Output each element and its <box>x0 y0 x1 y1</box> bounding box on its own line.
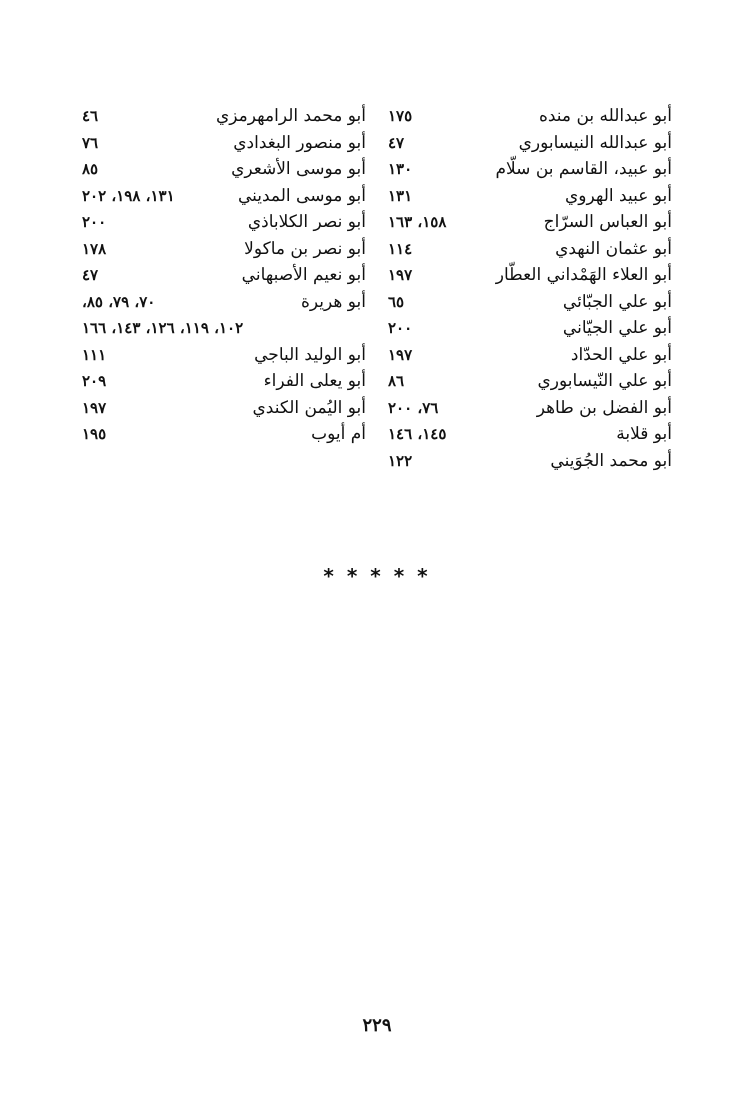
index-entry <box>388 103 672 130</box>
entry-pages: ١٤٥، ١٤٦ <box>388 425 447 443</box>
entry-name: أبو محمد الرامهرمزي <box>216 106 366 126</box>
entry-name: أبو نعيم الأصبهاني <box>241 265 366 285</box>
index-entry <box>82 156 366 183</box>
entry-name: أبو علي النّيسابوري <box>537 371 672 391</box>
index-entry <box>82 183 366 210</box>
index-entry <box>82 368 366 395</box>
entry-pages: ٢٠٠ <box>388 319 413 337</box>
index-entry <box>82 262 366 289</box>
entry-name: أبو عبيد، القاسم بن سلّام <box>495 159 672 179</box>
entry-pages: ٢٠٠ <box>82 213 107 231</box>
entry-pages: ٤٧ <box>388 133 405 152</box>
entry-pages: ١٣١ <box>388 186 413 205</box>
entry-name: أبو موسى المديني <box>237 185 366 206</box>
index-entry <box>388 421 672 448</box>
entry-name: أبو موسى الأشعري <box>231 159 366 179</box>
entry-pages: ٧٦ <box>82 133 99 152</box>
entry-name: أبو يعلى الفراء <box>263 371 366 391</box>
index-entry <box>82 289 366 316</box>
index-entry <box>388 183 672 210</box>
index-entry <box>388 368 672 395</box>
index-entry <box>82 342 366 369</box>
index-entry <box>82 421 366 448</box>
entry-name: أبو نصر بن ماكولا <box>244 238 366 259</box>
entry-name: أم أيوب <box>311 424 366 444</box>
entry-name: أبو العباس السرّاج <box>543 212 672 232</box>
entry-pages: ١٣١، ١٩٨، ٢٠٢ <box>82 186 175 205</box>
index-entry <box>82 103 366 130</box>
index-entry <box>388 262 672 289</box>
index-entry <box>388 395 672 422</box>
page-number: ٢٢٩ <box>362 1015 392 1036</box>
entry-pages: ١٧٨ <box>82 239 107 258</box>
entry-pages: ١٩٧ <box>388 345 413 364</box>
index-entry <box>388 209 672 236</box>
entry-name: أبو محمد الجُوَيني <box>550 450 672 471</box>
index-entry <box>388 289 672 316</box>
entry-name: أبو عبدالله بن منده <box>538 106 672 126</box>
index-column-left <box>82 103 366 448</box>
index-entry <box>82 395 366 422</box>
entry-pages: ١١٤ <box>388 239 413 258</box>
entry-pages: ١٧٥ <box>388 107 413 125</box>
entry-name: أبو عبيد الهروي <box>564 185 672 206</box>
index-entry <box>388 315 672 342</box>
index-column-right <box>388 103 672 474</box>
entry-pages: ٨٦ <box>388 372 405 390</box>
index-entry <box>82 130 366 157</box>
entry-pages: ٤٧ <box>82 266 99 284</box>
entry-pages: ١٢٢ <box>388 451 413 470</box>
index-entry <box>82 236 366 263</box>
entry-name: أبو قلابة <box>616 424 672 444</box>
section-divider: * * * * * <box>323 564 431 588</box>
entry-pages: ١١١ <box>82 345 107 364</box>
entry-name: أبو الفضل بن طاهر <box>536 397 672 418</box>
entry-pages: ٧٦، ٢٠٠ <box>388 398 439 417</box>
index-entry <box>388 156 672 183</box>
entry-name: أبو هريرة <box>300 291 366 312</box>
entry-pages: ٨٥ <box>82 160 99 178</box>
entry-pages: ٤٦ <box>82 107 99 125</box>
entry-name: أبو عبدالله النيسابوري <box>518 132 672 153</box>
entry-pages: ٧٠، ٧٩، ٨٥، <box>82 292 156 311</box>
entry-pages: ١٣٠ <box>388 160 413 178</box>
index-entry <box>388 236 672 263</box>
entry-name: أبو علي الحدّاد <box>570 344 672 365</box>
entry-pages: ٦٥ <box>388 292 405 311</box>
index-entry <box>388 448 672 475</box>
entry-name: أبو علي الجيّاني <box>562 318 672 338</box>
entry-name: أبو منصور البغدادي <box>233 132 366 153</box>
entry-name: أبو نصر الكلاباذي <box>247 212 366 232</box>
index-entry <box>388 342 672 369</box>
entry-name: أبو عثمان النهدي <box>555 238 672 259</box>
entry-name: أبو اليُمن الكندي <box>252 397 366 418</box>
index-entry <box>388 130 672 157</box>
entry-pages: ١٠٢، ١١٩، ١٢٦، ١٤٣، ١٦٦ <box>82 319 244 337</box>
index-entry <box>82 209 366 236</box>
entry-pages: ١٥٨، ١٦٣ <box>388 213 447 231</box>
entry-name: أبو العلاء الهَمْداني العطّار <box>495 265 672 285</box>
entry-pages: ١٩٥ <box>82 425 107 443</box>
entry-name: أبو علي الجبّائي <box>562 291 672 312</box>
entry-pages: ٢٠٩ <box>82 372 107 390</box>
entry-pages: ١٩٧ <box>388 266 413 284</box>
entry-name: أبو الوليد الباجي <box>254 344 366 365</box>
index-entry <box>82 315 366 342</box>
entry-pages: ١٩٧ <box>82 398 107 417</box>
